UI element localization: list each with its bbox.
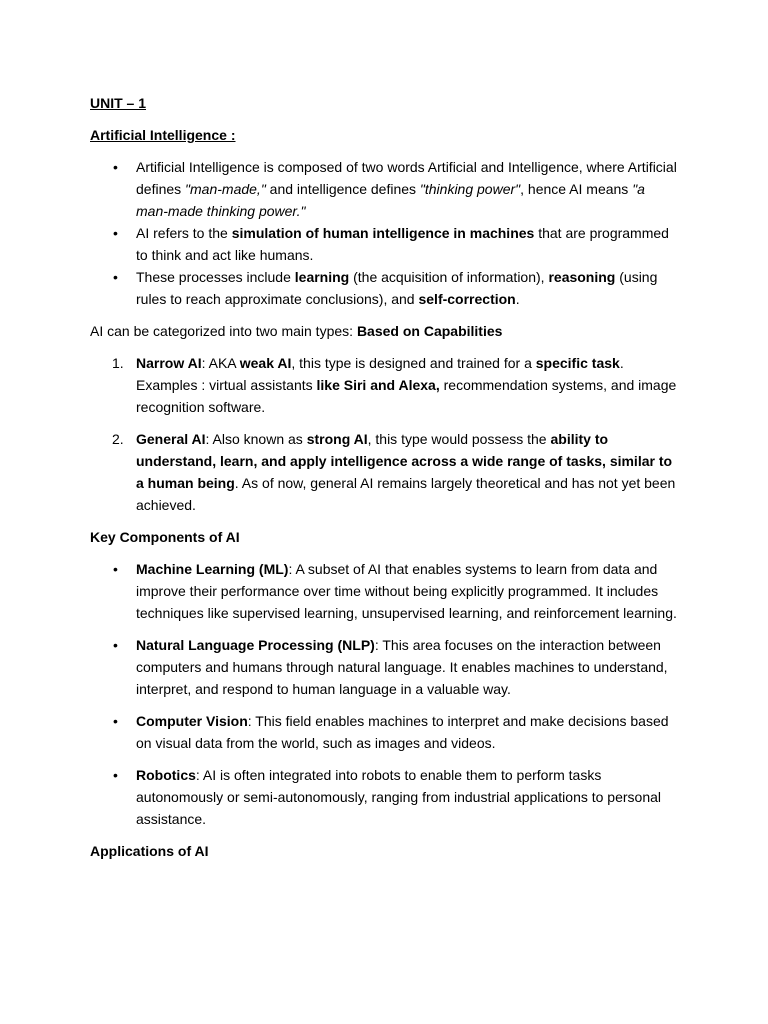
- list-item: • Artificial Intelligence is composed of two words Artificial and Intelligence, where Artificial defines "man-made," and intelligence defines "thinking power", hence AI means "a man-made thinking power.": [90, 156, 680, 222]
- types-intro: AI can be categorized into two main types: Based on Capabilities: [90, 323, 503, 339]
- unit-heading: UNIT – 1: [90, 95, 147, 111]
- list-item: • Robotics: AI is often integrated into robots to enable them to perform tasks autonomously or semi-autonomously, ranging from industrial applications to personal assistance.: [90, 764, 680, 830]
- components-heading: Key Components of AI: [90, 529, 240, 545]
- list-item: 1. Narrow AI: AKA weak AI, this type is designed and trained for a specific task. Examples : virtual assistants like Siri and Alexa, recommendation systems, and image recognition software.: [112, 355, 677, 415]
- list-item: • These processes include learning (the acquisition of information), reasoning (using rules to reach approximate conclusions), and self-correction.: [90, 266, 680, 310]
- ai-heading: Artificial Intelligence :: [90, 127, 236, 143]
- list-item: • Machine Learning (ML): A subset of AI that enables systems to learn from data and improve their performance over time without being explicitly programmed. It includes techniques like supervised learning, unsupervised learning, and reinforcement learning.: [90, 558, 680, 624]
- list-item: 2. General AI: Also known as strong AI, this type would possess the ability to understand, learn, and apply intelligence across a wide range of tasks, similar to a human being. As of now, general AI remains largely theoretical and has not yet been achieved.: [112, 431, 676, 513]
- components-list: [90, 558, 680, 830]
- types-list: [90, 352, 680, 516]
- document-body: [90, 92, 680, 872]
- list-item: • Natural Language Processing (NLP): This area focuses on the interaction between computers and humans through natural language. It enables machines to understand, interpret, and respond to human language in a valuable way.: [90, 634, 680, 700]
- list-item: • Computer Vision: This field enables machines to interpret and make decisions based on visual data from the world, such as images and videos.: [90, 710, 680, 754]
- applications-heading: Applications of AI: [90, 843, 209, 859]
- intro-list: [90, 156, 680, 310]
- list-item: • AI refers to the simulation of human intelligence in machines that are programmed to think and act like humans.: [90, 222, 680, 266]
